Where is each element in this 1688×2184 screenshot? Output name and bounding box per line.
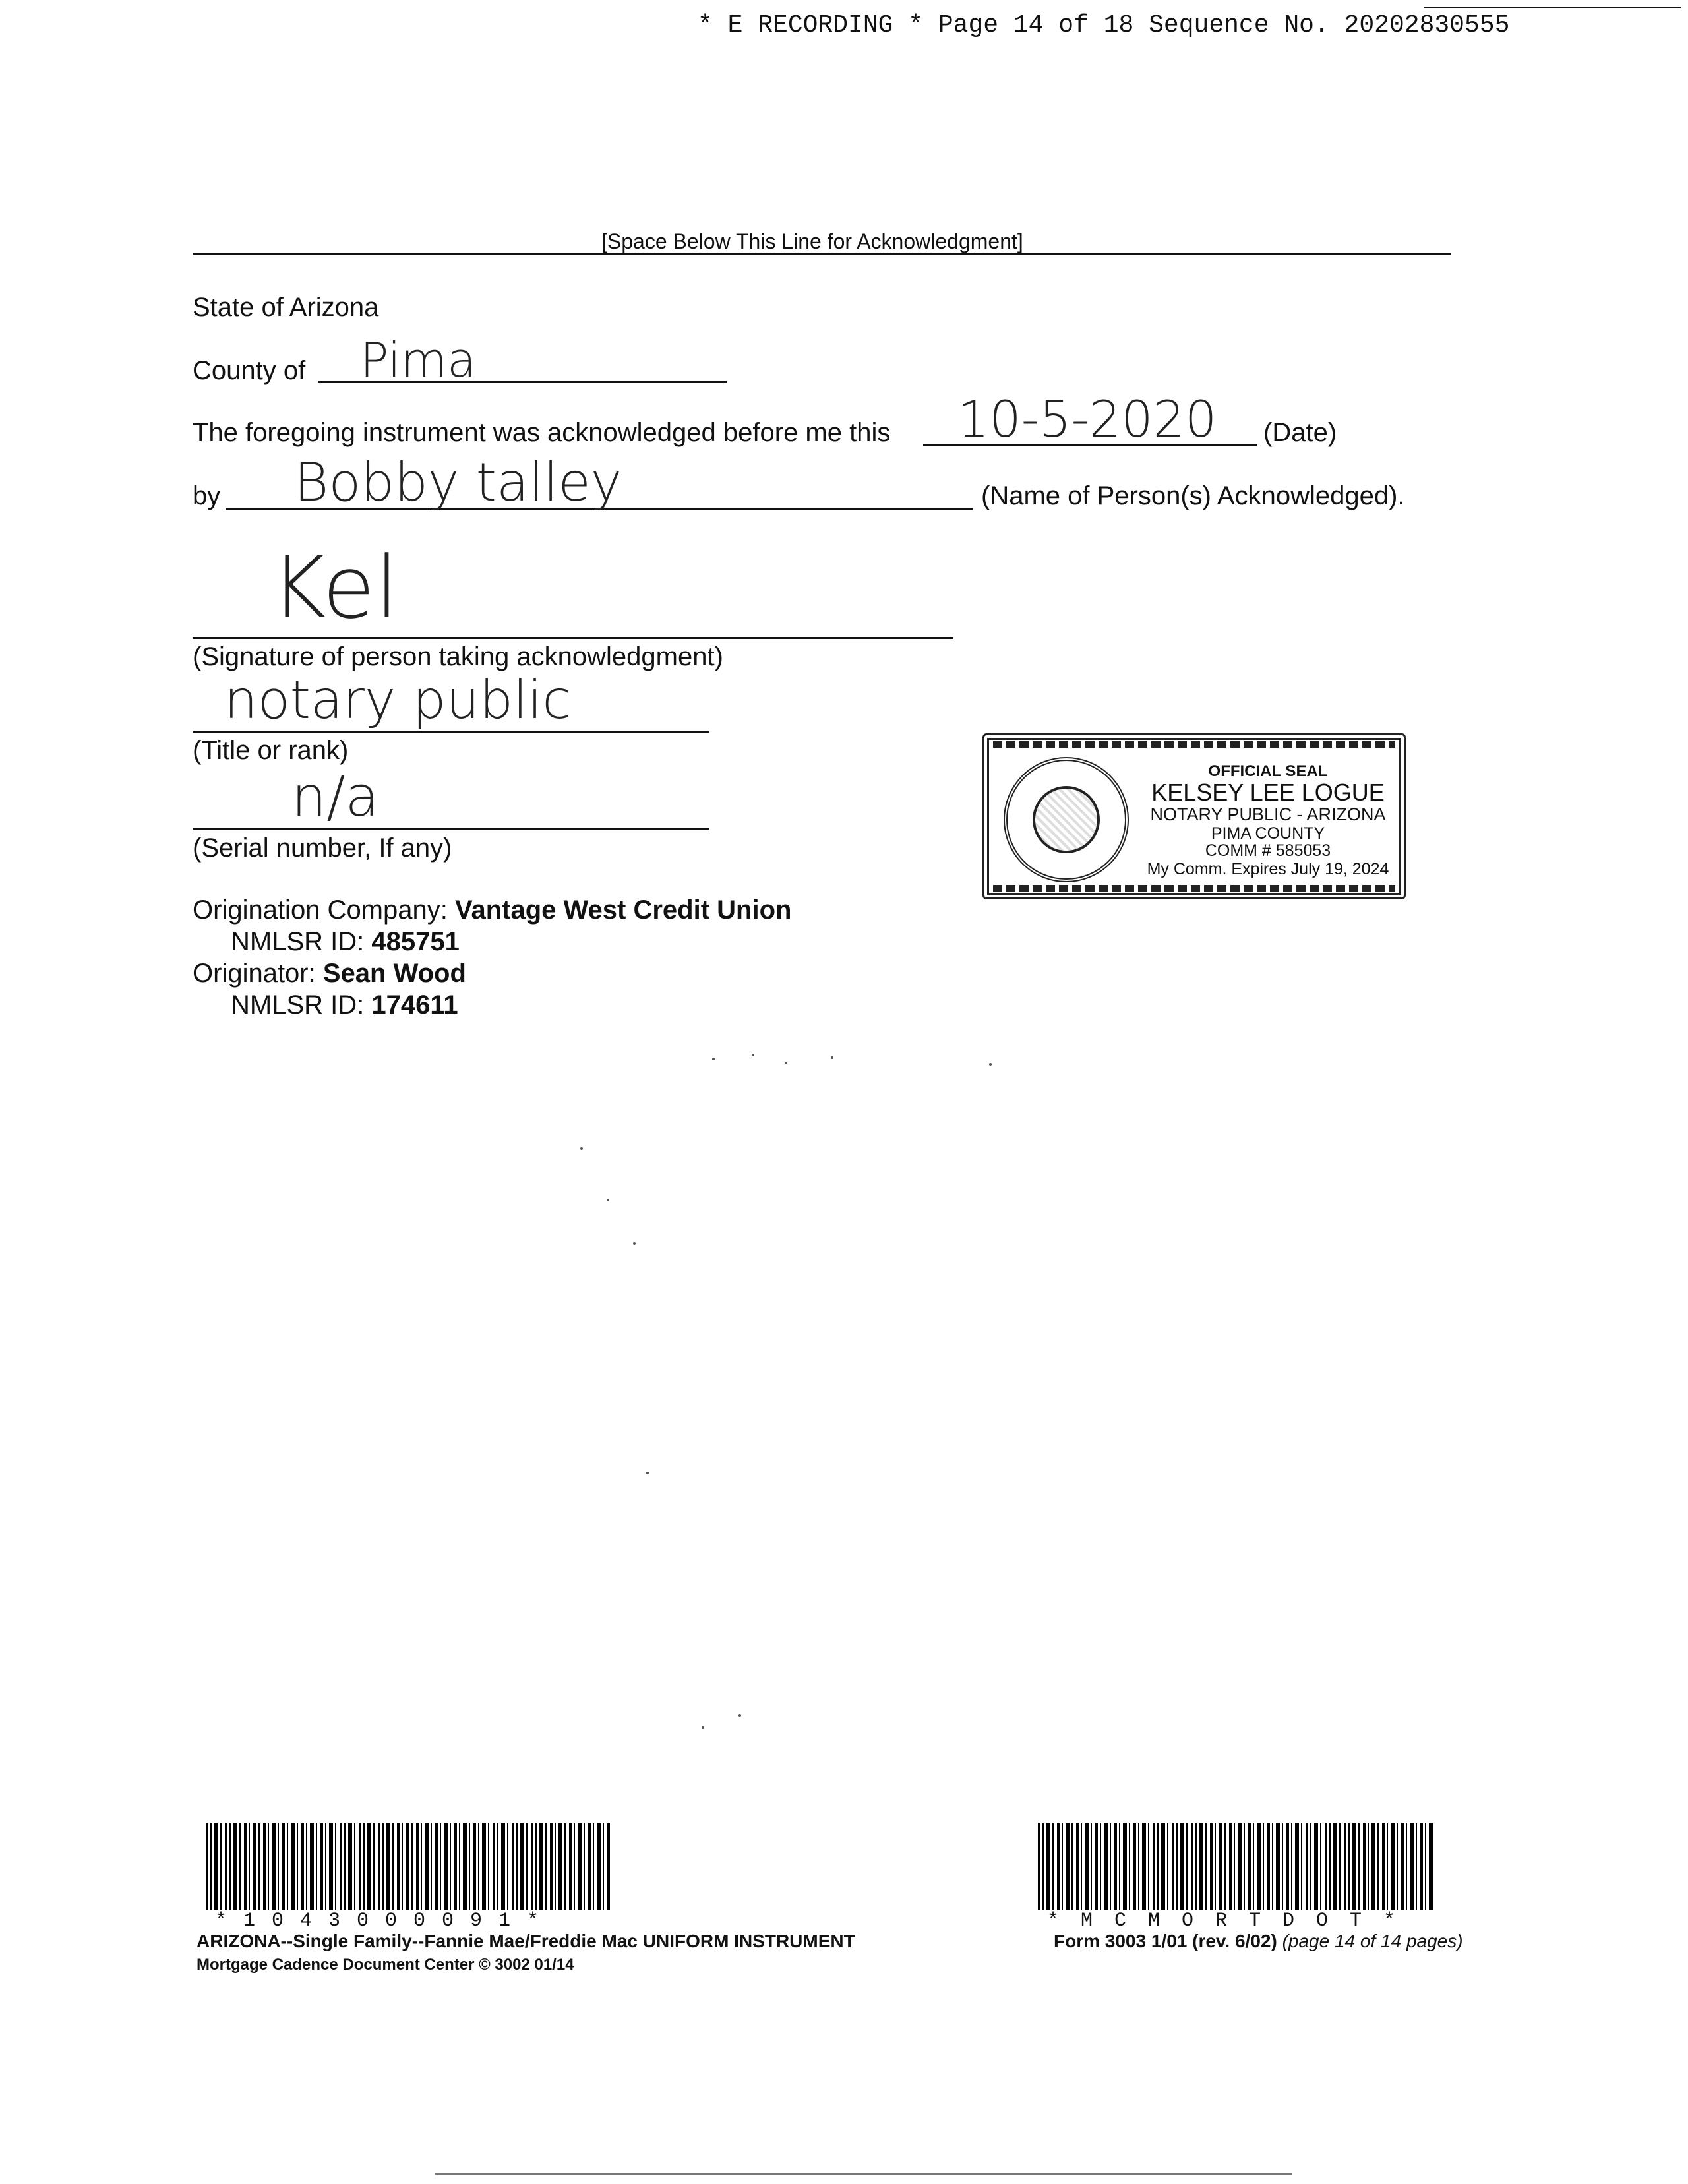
header-corner-rule: [1424, 7, 1681, 8]
footer-form: Form 3003 1/01 (rev. 6/02): [1054, 1931, 1277, 1951]
bottom-scan-rule: [435, 2173, 1292, 2175]
originator-label: Originator:: [193, 959, 316, 988]
footer-doc-center: Mortgage Cadence Document Center © 3002 01/14: [196, 1956, 574, 1974]
recording-header: * E RECORDING * Page 14 of 18 Sequence No. 20202830555: [698, 11, 1510, 40]
originator-nmlsr-row: [231, 992, 458, 1018]
state-label: State of Arizona: [193, 293, 379, 322]
county-handwritten: Pima: [360, 332, 477, 388]
seal-line-4: PIMA COUNTY: [1211, 824, 1325, 843]
ack-divider-rule: [193, 253, 1451, 255]
title-line: [193, 731, 709, 733]
origination-company-row: [193, 897, 791, 923]
originator-nmlsr-value: 174611: [371, 990, 458, 1019]
origination-company-value: Vantage West Credit Union: [454, 895, 792, 925]
footer-form-row: [1054, 1932, 1463, 1951]
person-handwritten: Bobby talley: [294, 452, 622, 513]
foregoing-label: The foregoing instrument was acknowledged before me this: [193, 418, 891, 447]
barcode-right: [1038, 1823, 1433, 1910]
origination-company-label: Origination Company:: [193, 895, 448, 925]
originator-row: [193, 960, 466, 986]
person-suffix: (Name of Person(s) Acknowledged).: [981, 481, 1405, 510]
seal-line-1: OFFICIAL SEAL: [1208, 762, 1328, 780]
barcode-right-text: *MCMORTDOT*: [1047, 1910, 1418, 1932]
serial-handwritten: n/a: [291, 764, 380, 829]
barcode-left: [206, 1823, 612, 1910]
originator-value: Sean Wood: [322, 959, 466, 988]
signature-handwritten: Kel: [270, 537, 399, 638]
by-label: by: [193, 481, 221, 510]
title-handwritten: notary public: [224, 669, 572, 731]
seal-line-6: My Comm. Expires July 19, 2024: [1147, 860, 1389, 878]
date-suffix: (Date): [1263, 418, 1337, 447]
originator-nmlsr-label: NMLSR ID:: [231, 990, 365, 1019]
seal-top-border: [993, 741, 1395, 748]
company-nmlsr-value: 485751: [371, 927, 460, 956]
company-nmlsr-row: [231, 928, 460, 955]
seal-line-5: COMM # 585053: [1205, 841, 1331, 860]
seal-line-3: NOTARY PUBLIC - ARIZONA: [1150, 804, 1386, 824]
serial-line: [193, 828, 709, 830]
company-nmlsr-label: NMLSR ID:: [231, 927, 365, 956]
footer-page: (page 14 of 14 pages): [1282, 1931, 1463, 1951]
barcode-left-text: *1043000091*: [215, 1910, 556, 1932]
seal-line-2: KELSEY LEE LOGUE: [1151, 779, 1385, 806]
notary-seal-stamp: [982, 733, 1406, 899]
county-label: County of: [193, 356, 306, 385]
state-seal-icon: [1004, 757, 1129, 882]
signature-line: [193, 637, 953, 639]
ack-divider-label: [Space Below This Line for Acknowledgment]: [601, 229, 1023, 253]
serial-label: (Serial number, If any): [193, 834, 452, 863]
seal-bottom-border: [993, 885, 1395, 892]
signature-label: (Signature of person taking acknowledgment): [193, 642, 723, 671]
footer-instrument-title: ARIZONA--Single Family--Fannie Mae/Freddie Mac UNIFORM INSTRUMENT: [196, 1931, 855, 1951]
title-label: (Title or rank): [193, 736, 349, 765]
date-handwritten: 10-5-2020: [957, 390, 1217, 448]
